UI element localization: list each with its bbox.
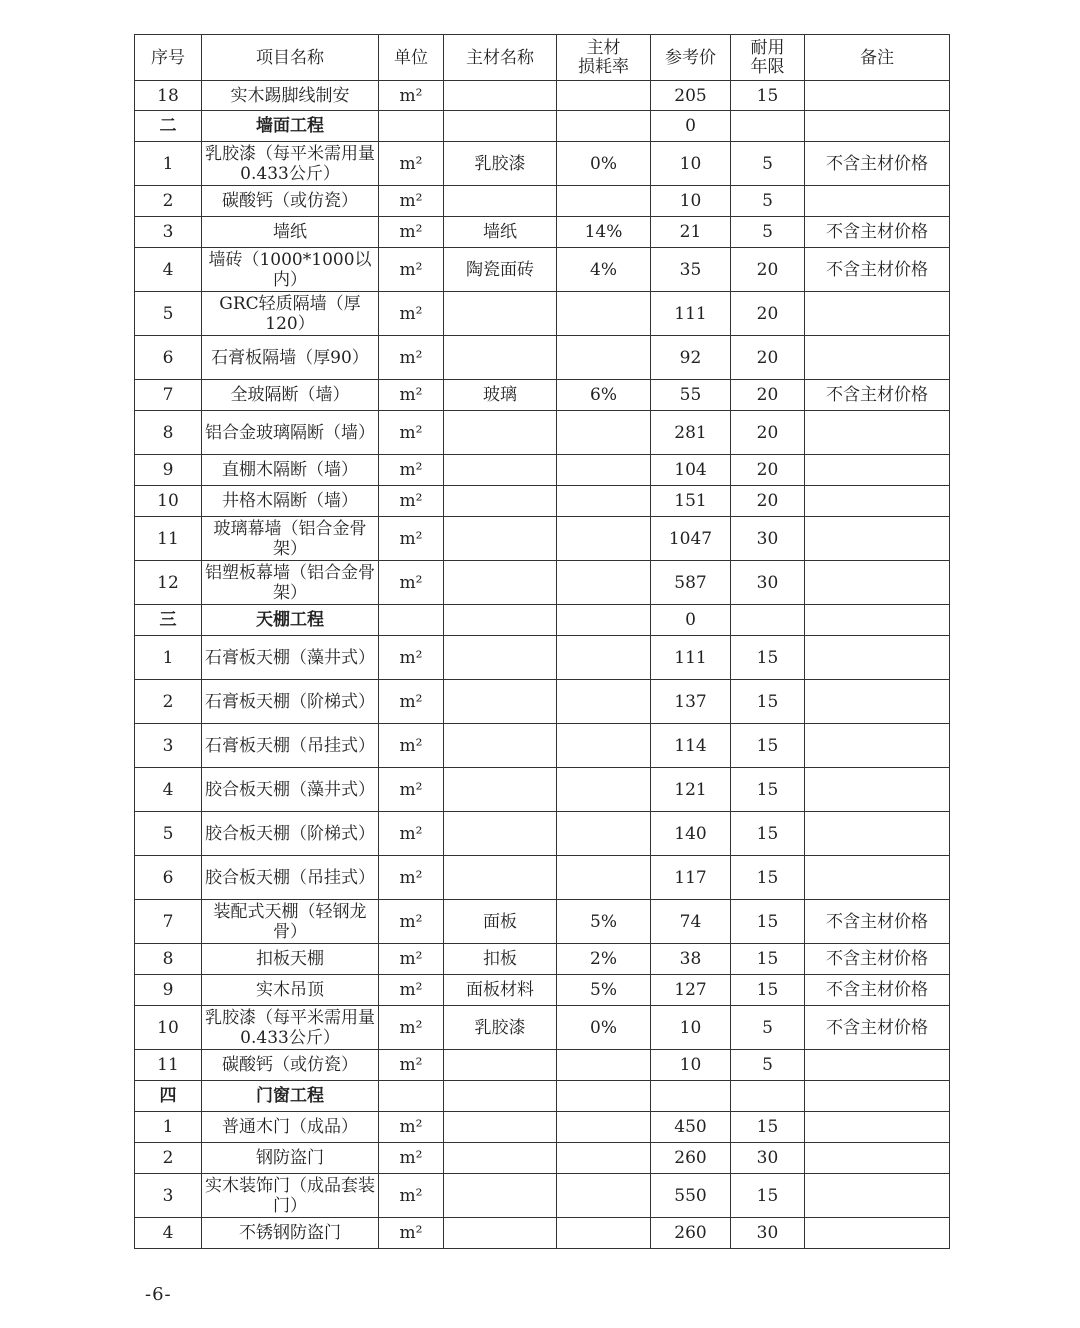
cell-loss-rate: 5% — [557, 900, 651, 944]
cell-unit — [379, 1081, 444, 1112]
cell-reference-price: 450 — [651, 1112, 731, 1143]
cell-index: 11 — [135, 517, 202, 561]
cell-reference-price: 111 — [651, 292, 731, 336]
cell-material-name — [444, 636, 557, 680]
cell-loss-rate — [557, 1218, 651, 1249]
cell-remarks — [805, 1112, 950, 1143]
cell-index: 1 — [135, 1112, 202, 1143]
cell-remarks — [805, 336, 950, 380]
cell-index: 5 — [135, 812, 202, 856]
cell-material-name — [444, 812, 557, 856]
cell-remarks — [805, 680, 950, 724]
cell-unit: m² — [379, 900, 444, 944]
cell-material-name — [444, 186, 557, 217]
cell-remarks — [805, 1143, 950, 1174]
cell-item-name: 石膏板隔墙（厚90） — [202, 336, 379, 380]
cell-service-life — [731, 1081, 805, 1112]
cell-remarks — [805, 455, 950, 486]
cell-material-name — [444, 1143, 557, 1174]
cell-loss-rate — [557, 812, 651, 856]
cell-reference-price: 92 — [651, 336, 731, 380]
cell-service-life: 30 — [731, 1143, 805, 1174]
table-row — [135, 1218, 950, 1249]
cell-service-life — [731, 605, 805, 636]
table-row — [135, 142, 950, 186]
cell-remarks — [805, 81, 950, 111]
cell-unit: m² — [379, 1143, 444, 1174]
cell-reference-price: 151 — [651, 486, 731, 517]
cell-reference-price: 260 — [651, 1143, 731, 1174]
table-row — [135, 1006, 950, 1050]
cell-material-name — [444, 81, 557, 111]
cell-reference-price: 10 — [651, 186, 731, 217]
cell-service-life: 20 — [731, 292, 805, 336]
cell-loss-rate — [557, 411, 651, 455]
cell-material-name — [444, 1112, 557, 1143]
section-row — [135, 605, 950, 636]
cell-loss-rate — [557, 186, 651, 217]
cell-loss-rate — [557, 680, 651, 724]
cell-material-name: 陶瓷面砖 — [444, 248, 557, 292]
cell-index: 7 — [135, 900, 202, 944]
section-row — [135, 1081, 950, 1112]
cell-material-name — [444, 1218, 557, 1249]
cell-index: 3 — [135, 217, 202, 248]
cell-material-name — [444, 292, 557, 336]
cell-remarks — [805, 186, 950, 217]
cell-service-life: 20 — [731, 248, 805, 292]
cell-reference-price: 127 — [651, 975, 731, 1006]
cell-service-life: 20 — [731, 411, 805, 455]
cell-item-name: 胶合板天棚（吊挂式） — [202, 856, 379, 900]
table-row — [135, 248, 950, 292]
cell-service-life: 15 — [731, 636, 805, 680]
cell-reference-price — [651, 1081, 731, 1112]
cell-index: 10 — [135, 1006, 202, 1050]
cell-service-life: 5 — [731, 142, 805, 186]
cell-item-name: 门窗工程 — [202, 1081, 379, 1112]
cell-item-name: 墙面工程 — [202, 111, 379, 142]
cell-reference-price: 0 — [651, 111, 731, 142]
cell-service-life: 5 — [731, 1050, 805, 1081]
cell-unit: m² — [379, 1112, 444, 1143]
cell-index: 6 — [135, 856, 202, 900]
cell-index: 9 — [135, 455, 202, 486]
cell-material-name — [444, 768, 557, 812]
cell-material-name — [444, 486, 557, 517]
cell-remarks: 不含主材价格 — [805, 900, 950, 944]
cell-service-life: 20 — [731, 336, 805, 380]
cell-loss-rate — [557, 111, 651, 142]
cell-reference-price: 587 — [651, 561, 731, 605]
cell-index: 6 — [135, 336, 202, 380]
cell-loss-rate — [557, 1050, 651, 1081]
cell-service-life: 30 — [731, 561, 805, 605]
cell-unit: m² — [379, 768, 444, 812]
cell-index: 18 — [135, 81, 202, 111]
cell-unit: m² — [379, 142, 444, 186]
cell-loss-rate: 0% — [557, 1006, 651, 1050]
table-row — [135, 486, 950, 517]
cell-unit: m² — [379, 380, 444, 411]
cell-reference-price: 1047 — [651, 517, 731, 561]
cell-loss-rate: 6% — [557, 380, 651, 411]
cell-item-name: 胶合板天棚（阶梯式） — [202, 812, 379, 856]
cell-loss-rate — [557, 636, 651, 680]
cell-loss-rate — [557, 517, 651, 561]
cell-material-name — [444, 605, 557, 636]
cell-item-name: 不锈钢防盗门 — [202, 1218, 379, 1249]
cell-material-name: 乳胶漆 — [444, 142, 557, 186]
cell-item-name: GRC轻质隔墙（厚120） — [202, 292, 379, 336]
cell-service-life: 15 — [731, 900, 805, 944]
cell-remarks — [805, 561, 950, 605]
cell-remarks: 不含主材价格 — [805, 975, 950, 1006]
cell-reference-price: 10 — [651, 1006, 731, 1050]
cell-index: 2 — [135, 1143, 202, 1174]
cell-item-name: 实木踢脚线制安 — [202, 81, 379, 111]
table-row — [135, 856, 950, 900]
cell-index: 1 — [135, 636, 202, 680]
cell-remarks — [805, 1050, 950, 1081]
cell-reference-price: 38 — [651, 944, 731, 975]
cell-index: 3 — [135, 1174, 202, 1218]
price-table — [134, 34, 950, 1249]
cell-item-name: 铝塑板幕墙（铝合金骨架） — [202, 561, 379, 605]
cell-material-name — [444, 111, 557, 142]
cell-material-name — [444, 724, 557, 768]
cell-service-life: 15 — [731, 81, 805, 111]
cell-loss-rate — [557, 81, 651, 111]
cell-service-life — [731, 111, 805, 142]
cell-unit: m² — [379, 336, 444, 380]
cell-remarks — [805, 1081, 950, 1112]
cell-remarks: 不含主材价格 — [805, 248, 950, 292]
cell-remarks — [805, 517, 950, 561]
cell-loss-rate — [557, 724, 651, 768]
cell-service-life: 15 — [731, 944, 805, 975]
cell-item-name: 实木装饰门（成品套装门） — [202, 1174, 379, 1218]
cell-material-name — [444, 561, 557, 605]
cell-material-name — [444, 455, 557, 486]
cell-reference-price: 137 — [651, 680, 731, 724]
table-row — [135, 1143, 950, 1174]
section-row — [135, 111, 950, 142]
table-row — [135, 455, 950, 486]
cell-reference-price: 117 — [651, 856, 731, 900]
cell-unit: m² — [379, 944, 444, 975]
cell-material-name: 扣板 — [444, 944, 557, 975]
cell-material-name — [444, 1050, 557, 1081]
cell-item-name: 实木吊顶 — [202, 975, 379, 1006]
cell-index: 4 — [135, 248, 202, 292]
cell-item-name: 乳胶漆（每平米需用量0.433公斤） — [202, 1006, 379, 1050]
cell-material-name — [444, 336, 557, 380]
table-row — [135, 975, 950, 1006]
cell-service-life: 15 — [731, 1174, 805, 1218]
header-remarks: 备注 — [805, 35, 950, 81]
cell-remarks — [805, 486, 950, 517]
cell-item-name: 胶合板天棚（藻井式） — [202, 768, 379, 812]
cell-index: 二 — [135, 111, 202, 142]
cell-remarks: 不含主材价格 — [805, 944, 950, 975]
table-row — [135, 944, 950, 975]
cell-reference-price: 260 — [651, 1218, 731, 1249]
cell-service-life: 30 — [731, 517, 805, 561]
cell-unit: m² — [379, 561, 444, 605]
cell-service-life: 5 — [731, 186, 805, 217]
cell-item-name: 钢防盗门 — [202, 1143, 379, 1174]
header-material-name: 主材名称 — [444, 35, 557, 81]
cell-remarks — [805, 605, 950, 636]
cell-item-name: 全玻隔断（墙） — [202, 380, 379, 411]
cell-unit: m² — [379, 455, 444, 486]
cell-index: 四 — [135, 1081, 202, 1112]
cell-reference-price: 35 — [651, 248, 731, 292]
cell-service-life: 20 — [731, 486, 805, 517]
cell-unit: m² — [379, 1174, 444, 1218]
cell-reference-price: 205 — [651, 81, 731, 111]
cell-service-life: 15 — [731, 1112, 805, 1143]
cell-unit: m² — [379, 186, 444, 217]
cell-material-name: 面板 — [444, 900, 557, 944]
cell-item-name: 装配式天棚（轻钢龙骨） — [202, 900, 379, 944]
cell-unit: m² — [379, 81, 444, 111]
cell-reference-price: 140 — [651, 812, 731, 856]
cell-loss-rate — [557, 1143, 651, 1174]
table-row — [135, 680, 950, 724]
cell-service-life: 15 — [731, 975, 805, 1006]
cell-reference-price: 111 — [651, 636, 731, 680]
cell-unit: m² — [379, 1050, 444, 1081]
cell-service-life: 15 — [731, 856, 805, 900]
cell-unit: m² — [379, 856, 444, 900]
cell-material-name: 玻璃 — [444, 380, 557, 411]
cell-remarks — [805, 856, 950, 900]
cell-remarks: 不含主材价格 — [805, 380, 950, 411]
cell-reference-price: 550 — [651, 1174, 731, 1218]
cell-loss-rate — [557, 455, 651, 486]
cell-remarks — [805, 1218, 950, 1249]
cell-item-name: 直棚木隔断（墙） — [202, 455, 379, 486]
cell-unit — [379, 605, 444, 636]
cell-index: 4 — [135, 768, 202, 812]
cell-remarks: 不含主材价格 — [805, 142, 950, 186]
table-row — [135, 1174, 950, 1218]
cell-loss-rate — [557, 336, 651, 380]
table-row — [135, 336, 950, 380]
header-row — [135, 35, 950, 81]
cell-service-life: 5 — [731, 217, 805, 248]
cell-item-name: 天棚工程 — [202, 605, 379, 636]
cell-item-name: 普通木门（成品） — [202, 1112, 379, 1143]
cell-loss-rate — [557, 1081, 651, 1112]
table-row — [135, 186, 950, 217]
header-index: 序号 — [135, 35, 202, 81]
cell-loss-rate: 4% — [557, 248, 651, 292]
cell-unit — [379, 111, 444, 142]
cell-item-name: 石膏板天棚（藻井式） — [202, 636, 379, 680]
cell-index: 9 — [135, 975, 202, 1006]
cell-item-name: 乳胶漆（每平米需用量0.433公斤） — [202, 142, 379, 186]
cell-reference-price: 281 — [651, 411, 731, 455]
cell-loss-rate — [557, 561, 651, 605]
cell-remarks — [805, 812, 950, 856]
cell-item-name: 碳酸钙（或仿瓷） — [202, 186, 379, 217]
cell-unit: m² — [379, 636, 444, 680]
table-row — [135, 768, 950, 812]
cell-unit: m² — [379, 486, 444, 517]
cell-item-name: 墙砖（1000*1000以内） — [202, 248, 379, 292]
cell-remarks — [805, 411, 950, 455]
cell-unit: m² — [379, 680, 444, 724]
cell-index: 8 — [135, 411, 202, 455]
cell-reference-price: 10 — [651, 1050, 731, 1081]
cell-unit: m² — [379, 724, 444, 768]
cell-reference-price: 10 — [651, 142, 731, 186]
cell-material-name — [444, 856, 557, 900]
page-number: -6- — [145, 1284, 172, 1305]
cell-remarks — [805, 1174, 950, 1218]
cell-index: 5 — [135, 292, 202, 336]
cell-unit: m² — [379, 1218, 444, 1249]
header-unit: 单位 — [379, 35, 444, 81]
cell-index: 1 — [135, 142, 202, 186]
cell-material-name — [444, 1174, 557, 1218]
table-row — [135, 292, 950, 336]
table-row — [135, 561, 950, 605]
table-row — [135, 1112, 950, 1143]
cell-service-life: 30 — [731, 1218, 805, 1249]
cell-item-name: 井格木隔断（墙） — [202, 486, 379, 517]
cell-service-life: 5 — [731, 1006, 805, 1050]
cell-remarks — [805, 768, 950, 812]
cell-index: 7 — [135, 380, 202, 411]
cell-material-name — [444, 517, 557, 561]
table-row — [135, 217, 950, 248]
table-row — [135, 1050, 950, 1081]
cell-item-name: 铝合金玻璃隔断（墙） — [202, 411, 379, 455]
cell-material-name: 面板材料 — [444, 975, 557, 1006]
cell-reference-price: 0 — [651, 605, 731, 636]
cell-service-life: 20 — [731, 380, 805, 411]
cell-remarks: 不含主材价格 — [805, 217, 950, 248]
cell-service-life: 15 — [731, 724, 805, 768]
cell-service-life: 20 — [731, 455, 805, 486]
cell-item-name: 石膏板天棚（吊挂式） — [202, 724, 379, 768]
table-row — [135, 812, 950, 856]
cell-loss-rate — [557, 856, 651, 900]
cell-unit: m² — [379, 411, 444, 455]
cell-index: 12 — [135, 561, 202, 605]
cell-reference-price: 55 — [651, 380, 731, 411]
header-loss-rate: 主材 损耗率 — [557, 35, 651, 81]
cell-unit: m² — [379, 517, 444, 561]
cell-material-name — [444, 411, 557, 455]
cell-loss-rate — [557, 1112, 651, 1143]
table-row — [135, 636, 950, 680]
cell-loss-rate — [557, 768, 651, 812]
cell-unit: m² — [379, 1006, 444, 1050]
cell-material-name — [444, 1081, 557, 1112]
cell-unit: m² — [379, 292, 444, 336]
cell-remarks — [805, 724, 950, 768]
cell-unit: m² — [379, 975, 444, 1006]
cell-unit: m² — [379, 217, 444, 248]
cell-index: 2 — [135, 186, 202, 217]
cell-remarks: 不含主材价格 — [805, 1006, 950, 1050]
cell-loss-rate — [557, 292, 651, 336]
cell-unit: m² — [379, 812, 444, 856]
header-service-life: 耐用 年限 — [731, 35, 805, 81]
cell-loss-rate: 0% — [557, 142, 651, 186]
cell-reference-price: 121 — [651, 768, 731, 812]
cell-service-life: 15 — [731, 680, 805, 724]
cell-index: 11 — [135, 1050, 202, 1081]
cell-remarks — [805, 111, 950, 142]
cell-unit: m² — [379, 248, 444, 292]
cell-index: 3 — [135, 724, 202, 768]
cell-item-name: 石膏板天棚（阶梯式） — [202, 680, 379, 724]
cell-item-name: 扣板天棚 — [202, 944, 379, 975]
table-row — [135, 411, 950, 455]
cell-reference-price: 21 — [651, 217, 731, 248]
cell-index: 三 — [135, 605, 202, 636]
cell-reference-price: 74 — [651, 900, 731, 944]
cell-loss-rate: 5% — [557, 975, 651, 1006]
table-row — [135, 724, 950, 768]
cell-remarks — [805, 636, 950, 680]
cell-index: 10 — [135, 486, 202, 517]
cell-service-life: 15 — [731, 812, 805, 856]
cell-index: 4 — [135, 1218, 202, 1249]
cell-loss-rate: 2% — [557, 944, 651, 975]
cell-reference-price: 104 — [651, 455, 731, 486]
cell-item-name: 玻璃幕墙（铝合金骨架） — [202, 517, 379, 561]
cell-material-name: 乳胶漆 — [444, 1006, 557, 1050]
table-row — [135, 380, 950, 411]
cell-service-life: 15 — [731, 768, 805, 812]
header-item-name: 项目名称 — [202, 35, 379, 81]
cell-loss-rate — [557, 1174, 651, 1218]
cell-loss-rate — [557, 486, 651, 517]
cell-material-name — [444, 680, 557, 724]
table-row — [135, 900, 950, 944]
cell-loss-rate — [557, 605, 651, 636]
cell-reference-price: 114 — [651, 724, 731, 768]
cell-remarks — [805, 292, 950, 336]
cell-item-name: 墙纸 — [202, 217, 379, 248]
cell-item-name: 碳酸钙（或仿瓷） — [202, 1050, 379, 1081]
cell-loss-rate: 14% — [557, 217, 651, 248]
table-row — [135, 517, 950, 561]
table-row — [135, 81, 950, 111]
cell-index: 2 — [135, 680, 202, 724]
header-reference-price: 参考价 — [651, 35, 731, 81]
cell-index: 8 — [135, 944, 202, 975]
cell-material-name: 墙纸 — [444, 217, 557, 248]
